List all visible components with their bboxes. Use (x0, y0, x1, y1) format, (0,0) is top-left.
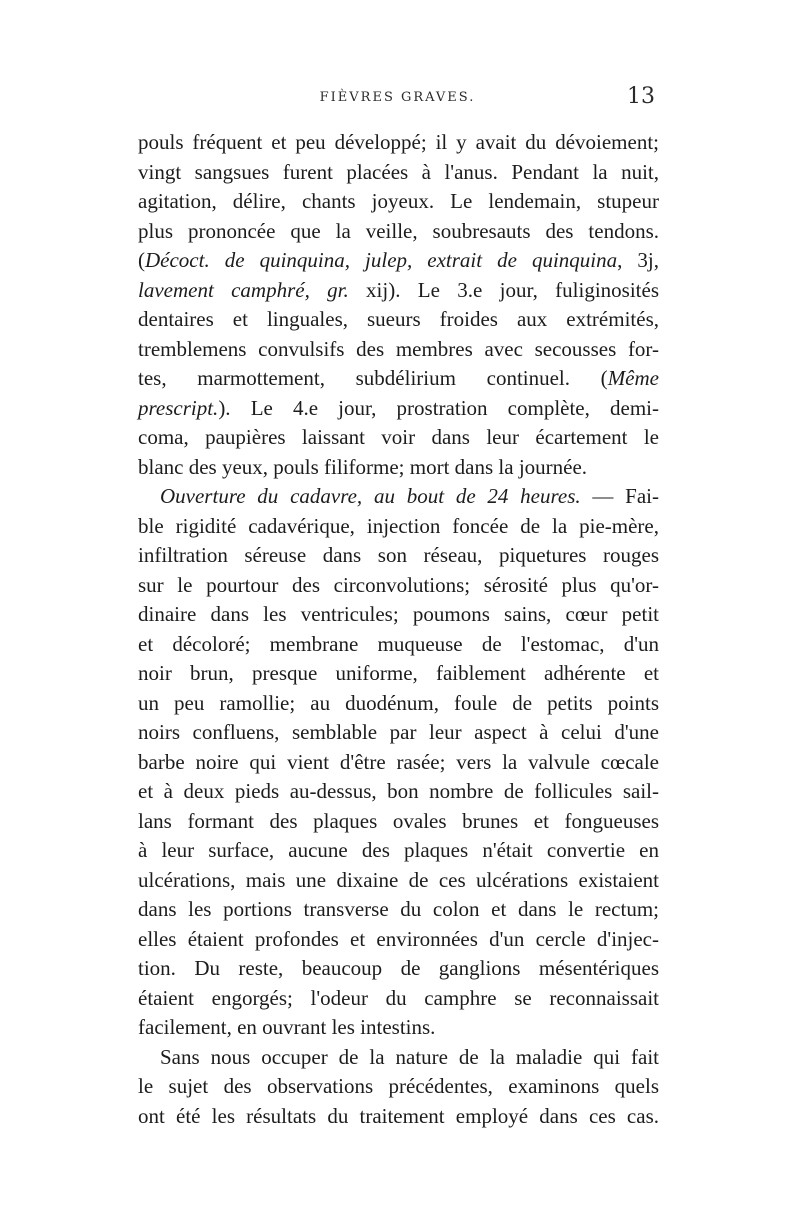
line-text: et à deux pieds au-dessus, bon nombre de follicules sail- (138, 779, 659, 803)
text-line (138, 630, 659, 660)
text-line (138, 364, 659, 394)
text-line (138, 394, 659, 424)
line-text: , 3j, (617, 248, 659, 272)
line-text: agitation, délire, chants joyeux. Le lendemain, stupeur (138, 189, 659, 213)
line-text: lans formant des plaques ovales brunes et fongueuses (138, 808, 659, 833)
line-text: pouls fréquent et peu développé; il y avait du dévoiement; (138, 130, 659, 154)
text-line (138, 453, 659, 483)
italic-text: Ouverture du cadavre, au bout de 24 heures. (160, 484, 581, 508)
text-line (138, 895, 659, 925)
text-line (138, 276, 659, 306)
text-line (138, 541, 659, 571)
line-text: dentaires et linguales, sueurs froides aux extrémités, (138, 307, 659, 331)
line-text: — Fai- (580, 484, 660, 508)
text-line (138, 659, 659, 689)
line-text: ulcérations, mais une dixaine de ces ulcérations existaient (138, 867, 659, 892)
running-title: FIÈVRES GRAVES. (319, 90, 476, 105)
text-line (138, 482, 659, 512)
text-line (138, 217, 659, 247)
text-line (138, 748, 659, 778)
line-text: vingt sangsues furent placées à l'anus. Pendant la nuit, (138, 159, 659, 184)
text-line (138, 925, 659, 955)
italic-text: lavement camphré, gr. (138, 277, 349, 302)
body-text (138, 128, 659, 1131)
line-text: dans les portions transverse du colon et dans le rectum; (138, 897, 659, 921)
text-line (138, 689, 659, 719)
line-text: coma, paupières laissant voir dans leur écartement le (138, 425, 659, 449)
line-text: tes, marmottement, subdélirium continuel. ( (138, 366, 608, 390)
text-line (138, 984, 659, 1014)
line-text: blanc des yeux, pouls filiforme; mort dans la journée. (138, 454, 588, 479)
line-text: étaient engorgés; l'odeur du camphre se reconnaissait (138, 985, 659, 1010)
line-text: ble rigidité cadavérique, injection foncée de la pie-mère, (138, 513, 659, 538)
line-text: le sujet des observations précédentes, examinons quels (138, 1074, 659, 1098)
line-text: ). Le 4.e jour, prostration complète, demi- (218, 395, 659, 420)
italic-text: prescript. (138, 395, 219, 420)
text-line (138, 305, 659, 335)
text-line (138, 246, 659, 276)
text-line (138, 836, 659, 866)
line-text: à leur surface, aucune des plaques n'était convertie en (138, 838, 659, 862)
line-text: tion. Du reste, beaucoup de ganglions mésentériques (138, 956, 659, 980)
running-head (140, 84, 655, 114)
text-line (138, 866, 659, 896)
text-line (138, 512, 659, 542)
text-line (138, 335, 659, 365)
text-line (138, 1043, 659, 1073)
text-line (138, 1102, 659, 1132)
line-text: facilement, en ouvrant les intestins. (138, 1015, 436, 1039)
text-line (138, 158, 659, 188)
line-text: tremblemens convulsifs des membres avec secousses for- (138, 336, 659, 361)
text-line (138, 187, 659, 217)
text-line (138, 718, 659, 748)
line-text: Sans nous occuper de la nature de la maladie qui fait (160, 1044, 659, 1069)
line-text: et décoloré; membrane muqueuse de l'estomac, d'un (138, 631, 659, 656)
line-text: xij). Le 3.e jour, fuliginosités (348, 277, 660, 302)
line-text: noirs confluens, semblable par leur aspect à celui d'une (138, 720, 659, 744)
text-line (138, 1072, 659, 1102)
line-text: ( (138, 248, 145, 272)
line-text: barbe noire qui vient d'être rasée; vers la valvule cœcale (138, 749, 659, 774)
page-number: 13 (627, 84, 655, 109)
text-line (138, 777, 659, 807)
text-line (138, 423, 659, 453)
text-line (138, 600, 659, 630)
line-text: dinaire dans les ventricules; poumons sains, cœur petit (138, 602, 659, 626)
text-line (138, 954, 659, 984)
line-text: sur le pourtour des circonvolutions; sérosité plus qu'or- (138, 572, 659, 597)
text-line (138, 1013, 659, 1043)
line-text: plus prononcée que la veille, soubresauts des tendons. (138, 218, 659, 243)
text-line (138, 807, 659, 837)
line-text: ont été les résultats du traitement employé dans ces cas. (138, 1103, 659, 1128)
italic-text: Décoct. de quinquina, julep, extrait de quinquina (145, 248, 618, 272)
line-text: infiltration séreuse dans son réseau, piquetures rouges (138, 543, 659, 567)
text-line (138, 128, 659, 158)
line-text: elles étaient profondes et environnées d'un cercle d'injec- (138, 926, 659, 951)
text-line (138, 571, 659, 601)
line-text: un peu ramollie; au duodénum, foule de petits points (138, 690, 659, 715)
line-text: noir brun, presque uniforme, faiblement adhérente et (138, 661, 659, 685)
italic-text: Même (607, 366, 659, 390)
